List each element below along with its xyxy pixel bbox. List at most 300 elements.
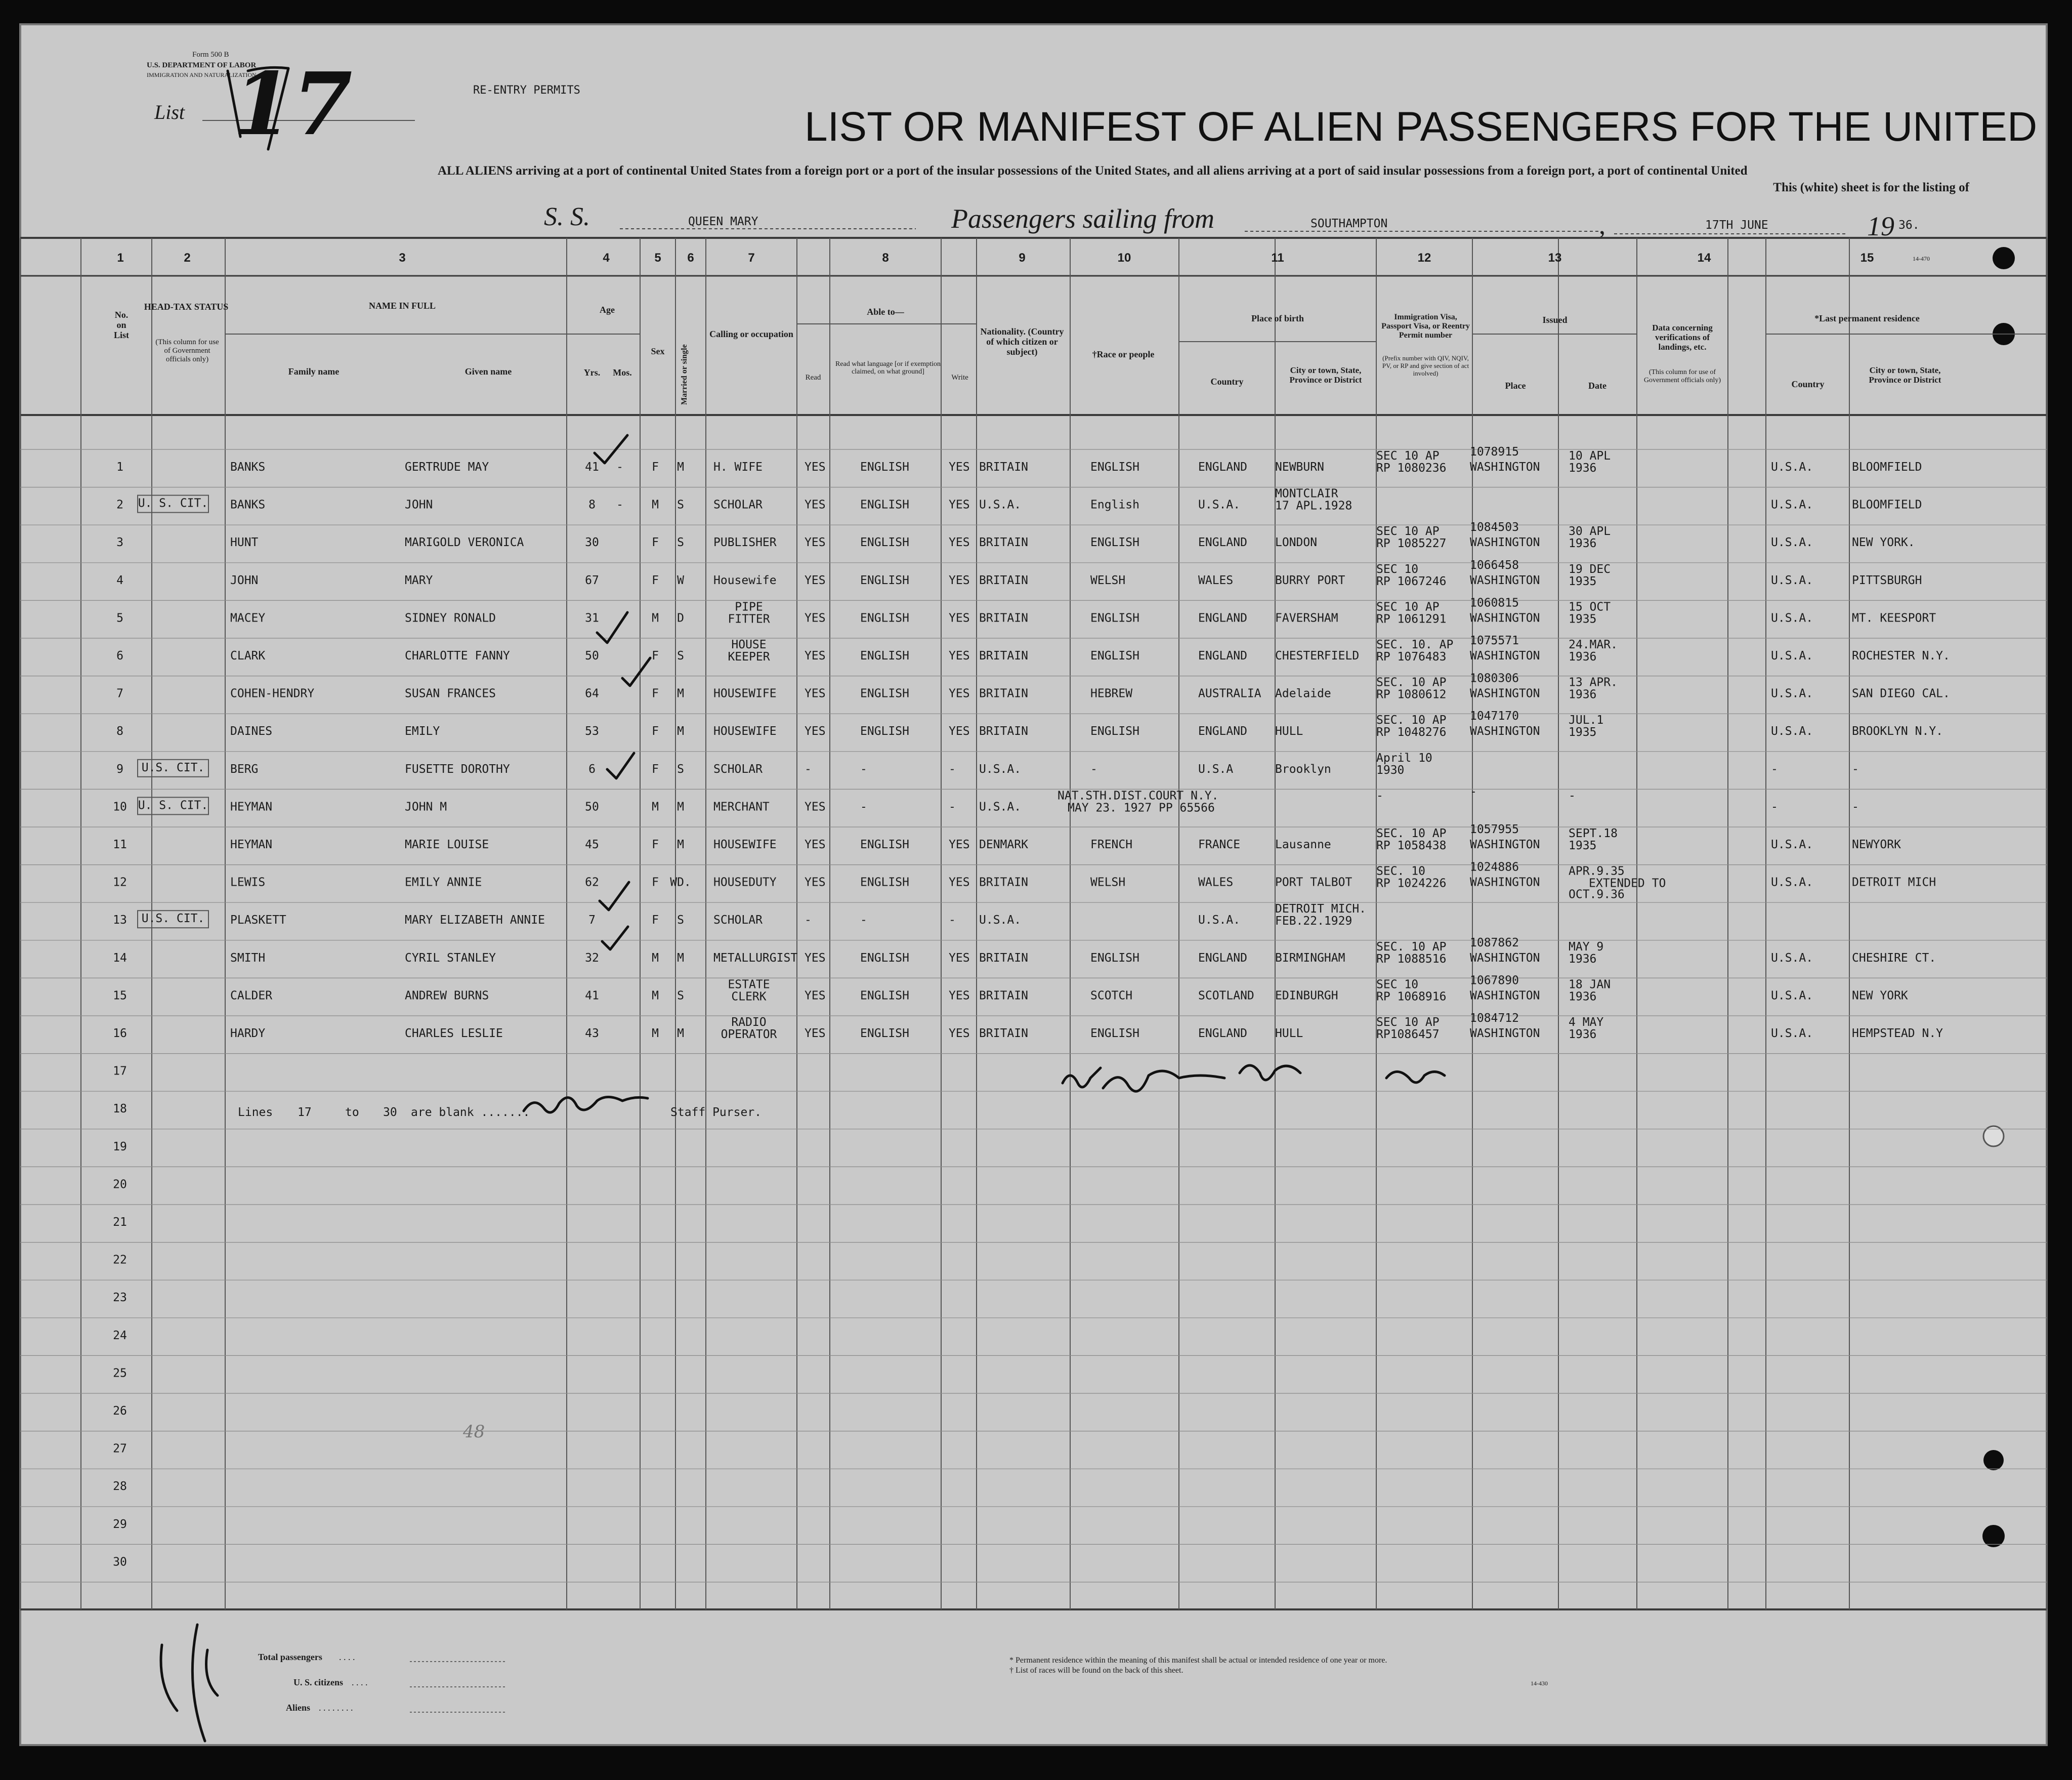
column-number: 5: [654, 251, 661, 265]
header-res-country: Country: [1791, 379, 1825, 389]
age-years: 8: [588, 498, 596, 512]
residence-city: MT. KEESPORT: [1852, 611, 1936, 625]
row-number: 4: [116, 573, 123, 587]
can-read: YES: [805, 725, 826, 738]
permit-number: 1084712: [1470, 1012, 1519, 1025]
given-name: MARY ELIZABETH ANNIE: [405, 914, 545, 927]
occupation: PUBLISHER: [713, 536, 777, 550]
race-or-people: ENGLISH: [1090, 649, 1139, 663]
nationality: U.S.A.: [979, 762, 1022, 776]
age-months: -: [616, 461, 623, 474]
birth-city: DETROIT MICH.: [1275, 902, 1367, 916]
column-number: 1: [117, 251, 124, 265]
departure-port: SOUTHAMPTON: [1310, 217, 1388, 230]
sailing-date: 17TH JUNE: [1705, 219, 1768, 232]
race-or-people: FRENCH: [1090, 838, 1133, 851]
residence-city: NEW YORK: [1852, 989, 1908, 1003]
visa-section: SEC 10 AP: [1376, 1016, 1440, 1029]
given-name: CYRIL STANLEY: [405, 951, 496, 965]
row-number: 23: [113, 1291, 127, 1305]
issued-year: 1936: [1569, 537, 1597, 551]
binder-hole: [1993, 247, 2015, 269]
can-write: YES: [949, 725, 970, 738]
family-name: COHEN-HENDRY: [230, 687, 315, 700]
visa-section: SEC 10 AP: [1376, 525, 1440, 539]
sex: M: [652, 800, 659, 814]
read-language: ENGLISH: [860, 951, 909, 965]
nationality: U.S.A.: [979, 800, 1022, 814]
svg-text:. . . .: . . . .: [352, 1677, 368, 1687]
family-name: BANKS: [230, 461, 266, 474]
given-name: SUSAN FRANCES: [405, 687, 496, 700]
header-able-to: Able to—: [867, 307, 904, 317]
header-visa-note: (Prefix number with QIV, NQIV, PV, or RP and give section of act involved): [1382, 354, 1469, 377]
column-number: 8: [882, 251, 889, 265]
column-number: 4: [603, 251, 610, 265]
column-number: 15: [1860, 251, 1874, 265]
birth-city: BURRY PORT: [1275, 573, 1345, 587]
can-read: YES: [805, 1027, 826, 1040]
marital-status: M: [677, 687, 684, 700]
sex: F: [652, 725, 659, 738]
visa-section: SEC. 10. AP: [1376, 638, 1454, 651]
visa-section: SEC 10 AP: [1376, 600, 1440, 614]
column-number: 12: [1417, 251, 1431, 265]
can-write: YES: [949, 461, 970, 474]
issued-date: 24.MAR.: [1569, 638, 1618, 651]
permit-number: 1084503: [1470, 521, 1519, 534]
ship-name: QUEEN MARY: [688, 215, 758, 228]
column-number: 9: [1019, 251, 1026, 265]
can-read: YES: [805, 498, 826, 512]
issued-year: 1935: [1569, 612, 1597, 626]
birth-country: ENGLAND: [1198, 461, 1247, 474]
head-tax-status: U.S. CIT.: [141, 761, 205, 774]
read-language: ENGLISH: [860, 687, 909, 700]
age-years: 41: [585, 461, 599, 474]
issued-date: MAY 9: [1569, 940, 1604, 954]
birth-city: LONDON: [1275, 536, 1318, 550]
occupation: HOUSEDUTY: [713, 876, 777, 889]
visa-number: RP1086457: [1376, 1028, 1440, 1041]
sex: F: [652, 762, 659, 776]
subtitle-line1: ALL ALIENS arriving at a port of continental United States from a foreign port or a port of the insular possessions of the United States, and all aliens arriving at a port of said insular possessions from a foreign port, a port of continental United: [438, 164, 1748, 178]
issued-place: WASHINGTON: [1470, 1027, 1540, 1040]
header-calling: Calling or occupation: [709, 329, 793, 339]
issued-date: 15 OCT: [1569, 600, 1611, 614]
issued-year: 1935: [1569, 726, 1597, 739]
list-label: List: [154, 101, 185, 123]
nationality: BRITAIN: [979, 1027, 1028, 1040]
row-number: 6: [116, 649, 123, 663]
marital-status: S: [677, 914, 684, 927]
ss-label: S. S.: [544, 202, 590, 231]
permit-number: 1066458: [1470, 558, 1519, 572]
row-number: 24: [113, 1329, 127, 1342]
family-name: DAINES: [230, 725, 273, 738]
can-write: YES: [949, 536, 970, 550]
nationality: BRITAIN: [979, 461, 1028, 474]
row-number: 12: [113, 876, 127, 889]
can-read: YES: [805, 951, 826, 965]
read-language: -: [860, 914, 867, 927]
can-read: -: [805, 762, 812, 776]
header-place-of-birth: Place of birth: [1251, 313, 1304, 323]
given-name: GERTRUDE MAY: [405, 461, 489, 474]
given-name: CHARLES LESLIE: [405, 1027, 503, 1040]
occupation-line2: OPERATOR: [721, 1028, 777, 1041]
issued-place: WASHINGTON: [1470, 536, 1540, 550]
read-language: ENGLISH: [860, 611, 909, 625]
occupation: HOUSE: [731, 638, 767, 651]
birth-city: Lausanne: [1275, 838, 1331, 851]
issued-year: 1936: [1569, 1028, 1597, 1041]
header-issued: Issued: [1542, 315, 1568, 325]
subtitle-line2: This (white) sheet is for the listing of: [1773, 181, 1969, 194]
residence-city: BLOOMFIELD: [1852, 461, 1922, 474]
can-read: YES: [805, 573, 826, 587]
issued-extended: EXTENDED TO: [1589, 877, 1666, 890]
residence-country: U.S.A.: [1771, 951, 1813, 965]
head-tax-status: U.S. CIT.: [141, 912, 205, 926]
marital-status: S: [677, 989, 684, 1003]
can-read: YES: [805, 876, 826, 889]
race-or-people: ENGLISH: [1090, 951, 1139, 965]
issued-place: WASHINGTON: [1470, 649, 1540, 663]
svg-text:. . . . . . . .: . . . . . . . .: [319, 1703, 353, 1713]
residence-country: U.S.A.: [1771, 611, 1813, 625]
given-name: CHARLOTTE FANNY: [405, 649, 510, 663]
row-number: 2: [116, 498, 123, 512]
visa-section: SEC. 10 AP: [1376, 676, 1447, 689]
header-write: Write: [951, 374, 968, 382]
visa-number: RP 1024226: [1376, 877, 1447, 890]
birth-country: U.S.A: [1198, 762, 1234, 776]
header-race: †Race or people: [1092, 349, 1155, 359]
residence-country: U.S.A.: [1771, 649, 1813, 663]
footer-total-passengers: Total passengers: [258, 1652, 322, 1662]
row-number: 17: [113, 1064, 127, 1078]
footer-aliens: Aliens: [286, 1703, 311, 1713]
row-number: 28: [113, 1480, 127, 1494]
can-read: YES: [805, 800, 826, 814]
header-landing-note: (This column for use of Government officials only): [1643, 368, 1721, 384]
sailing-label: Passengers sailing from: [951, 203, 1215, 234]
birth-city: HULL: [1275, 1027, 1303, 1040]
paper: [20, 24, 2047, 1745]
visa-number: RP 1058438: [1376, 839, 1447, 852]
race-or-people: ENGLISH: [1090, 725, 1139, 738]
nationality: U.S.A.: [979, 914, 1022, 927]
read-language: ENGLISH: [860, 649, 909, 663]
form-code: 14-470: [1913, 255, 1930, 262]
issued-year: 1936: [1569, 688, 1597, 701]
residence-city: NEWYORK: [1852, 838, 1901, 851]
marital-status: W: [677, 573, 684, 587]
visa-section: -: [1376, 789, 1383, 803]
race-or-people: ENGLISH: [1090, 536, 1139, 550]
occupation: HOUSEWIFE: [713, 838, 777, 851]
issued-date: 19 DEC: [1569, 562, 1611, 576]
visa-section: SEC. 10: [1376, 864, 1425, 878]
age-years: 64: [585, 687, 599, 700]
residence-country: U.S.A.: [1771, 461, 1813, 474]
visa-section: SEC 10: [1376, 978, 1419, 991]
can-write: YES: [949, 687, 970, 700]
issued-place: WASHINGTON: [1470, 573, 1540, 587]
visa-number: RP 1048276: [1376, 726, 1447, 739]
visa-section: SEC 10 AP: [1376, 449, 1440, 463]
issued-place: WASHINGTON: [1470, 989, 1540, 1003]
read-language: ENGLISH: [860, 1027, 909, 1040]
marital-status: M: [677, 951, 684, 965]
read-language: ENGLISH: [860, 536, 909, 550]
issued-date: 18 JAN: [1569, 978, 1611, 991]
read-language: ENGLISH: [860, 838, 909, 851]
read-language: ENGLISH: [860, 989, 909, 1003]
birth-date-line2: 17 APL.1928: [1275, 499, 1352, 513]
issued-place: WASHINGTON: [1470, 461, 1540, 474]
sex: F: [652, 876, 659, 889]
header-age: Age: [600, 305, 615, 315]
residence-country: -: [1771, 762, 1778, 776]
header-nationality: Nationality. (Country of which citizen or subject): [980, 326, 1064, 357]
residence-city: ROCHESTER N.Y.: [1852, 649, 1950, 663]
issued-date: 10 APL: [1569, 449, 1611, 463]
staff-purser-label: Staff Purser.: [670, 1106, 762, 1119]
header-date: Date: [1588, 381, 1606, 391]
age-years: 53: [585, 725, 599, 738]
residence-city: NEW YORK.: [1852, 536, 1915, 550]
binder-hole: [1982, 1525, 2005, 1547]
page-title: LIST OR MANIFEST OF ALIEN PASSENGERS FOR THE UNITED: [805, 104, 2038, 150]
residence-country: U.S.A.: [1771, 725, 1813, 738]
family-name: HEYMAN: [230, 800, 273, 814]
issued-year: 1936: [1569, 990, 1597, 1004]
sex: M: [652, 989, 659, 1003]
row-number: 5: [116, 611, 123, 625]
header-sex: Sex: [651, 346, 665, 356]
row-number: 11: [113, 838, 127, 851]
residence-country: -: [1771, 800, 1778, 814]
visa-section: SEC. 10 AP: [1376, 714, 1447, 727]
birth-country: ENGLAND: [1198, 536, 1247, 550]
age-years: 43: [585, 1027, 599, 1040]
row-number: 13: [113, 914, 127, 927]
column-number: 10: [1117, 251, 1131, 265]
age-years: 41: [585, 989, 599, 1003]
blank-note-are-blank: are blank .......: [411, 1106, 530, 1119]
column-number: 11: [1271, 251, 1284, 265]
age-years: 32: [585, 951, 599, 965]
can-read: YES: [805, 989, 826, 1003]
read-language: -: [860, 762, 867, 776]
issued-date: 30 APL: [1569, 525, 1611, 539]
svg-text:. . . .: . . . .: [339, 1652, 355, 1662]
visa-number: 1930: [1376, 763, 1405, 777]
can-write: YES: [949, 649, 970, 663]
can-read: -: [805, 914, 812, 927]
list-number-handwritten: 17: [233, 54, 353, 155]
can-read: YES: [805, 536, 826, 550]
occupation: SCHOLAR: [713, 498, 763, 512]
can-write: -: [949, 762, 956, 776]
column-number: 2: [184, 251, 191, 265]
header-read: Read: [805, 374, 821, 382]
age-years: 67: [585, 573, 599, 587]
marital-status: M: [677, 725, 684, 738]
race-or-people: ENGLISH: [1090, 1027, 1139, 1040]
permit-number: 1047170: [1470, 710, 1519, 723]
can-read: YES: [805, 649, 826, 663]
race-or-people: HEBREW: [1090, 687, 1133, 700]
row-number: 8: [116, 725, 123, 738]
read-language: -: [860, 800, 867, 814]
header-last-residence: *Last permanent residence: [1814, 313, 1920, 323]
can-write: YES: [949, 876, 970, 889]
permit-number: -: [1470, 785, 1477, 799]
given-name: MARIGOLD VERONICA: [405, 536, 524, 550]
residence-city: PITTSBURGH: [1852, 573, 1922, 587]
header-birth-city: City or town, State, Province or District: [1289, 365, 1362, 385]
birth-country: U.S.A.: [1198, 914, 1241, 927]
row-number: 27: [113, 1442, 127, 1456]
birth-city: NEWBURN: [1275, 461, 1324, 474]
occupation: PIPE: [735, 600, 763, 614]
can-read: YES: [805, 611, 826, 625]
given-name: MARY: [405, 573, 433, 587]
birth-city: Adelaide: [1275, 687, 1331, 700]
age-months: -: [616, 498, 623, 512]
nationality: BRITAIN: [979, 573, 1028, 587]
residence-country: U.S.A.: [1771, 536, 1813, 550]
permit-number: 1075571: [1470, 634, 1519, 647]
family-name: PLASKETT: [230, 914, 286, 927]
header-family-name: Family name: [288, 366, 340, 377]
issued-place: WASHINGTON: [1470, 725, 1540, 738]
issued-date: 4 MAY: [1569, 1016, 1604, 1029]
given-name: SIDNEY RONALD: [405, 611, 496, 625]
page-number-mark: 48: [463, 1422, 485, 1442]
occupation: SCHOLAR: [713, 762, 763, 776]
birth-country: WALES: [1198, 876, 1234, 889]
residence-city: HEMPSTEAD N.Y: [1852, 1027, 1943, 1040]
age-years: 45: [585, 838, 599, 851]
row-number: 21: [113, 1216, 127, 1229]
nationality: BRITAIN: [979, 876, 1028, 889]
nationality: BRITAIN: [979, 611, 1028, 625]
issued-year: 1936: [1569, 650, 1597, 664]
form-number: Form 500 B: [192, 51, 229, 59]
svg-text:,: ,: [1599, 211, 1605, 240]
can-write: -: [949, 914, 956, 927]
row-number: 18: [113, 1102, 127, 1116]
permit-number: 1067890: [1470, 974, 1519, 987]
occupation: HOUSEWIFE: [713, 687, 777, 700]
marital-status: M: [677, 838, 684, 851]
row-number: 30: [113, 1555, 127, 1569]
issued-place: WASHINGTON: [1470, 687, 1540, 700]
visa-section: April 10: [1376, 751, 1432, 765]
residence-city: DETROIT MICH: [1852, 876, 1936, 889]
marital-status: WD.: [670, 876, 691, 889]
birth-city: HULL: [1275, 725, 1303, 738]
department-label: U.S. DEPARTMENT OF LABOR: [147, 61, 257, 69]
can-write: YES: [949, 989, 970, 1003]
marital-status: M: [677, 800, 684, 814]
head-tax-status: U. S. CIT.: [138, 799, 208, 812]
row-number: 20: [113, 1178, 127, 1191]
marital-status: S: [677, 762, 684, 776]
permit-number: 1087862: [1470, 936, 1519, 949]
residence-country: U.S.A.: [1771, 989, 1813, 1003]
birth-country: SCOTLAND: [1198, 989, 1254, 1003]
family-name: HUNT: [230, 536, 259, 550]
family-name: CLARK: [230, 649, 266, 663]
row-number: 1: [116, 461, 123, 474]
header-mos: Mos.: [613, 367, 632, 378]
read-language: ENGLISH: [860, 461, 909, 474]
row-number: 16: [113, 1027, 127, 1040]
marital-status: S: [677, 649, 684, 663]
occupation: RADIO: [731, 1016, 767, 1029]
birth-country: U.S.A.: [1198, 498, 1241, 512]
can-write: YES: [949, 838, 970, 851]
occupation-line2: FITTER: [728, 612, 770, 626]
visa-number: RP 1080236: [1376, 462, 1447, 475]
occupation-line2: KEEPER: [728, 650, 770, 664]
header-res-city: City or town, State, Province or District: [1869, 365, 1941, 385]
blank-note-to-word: to: [345, 1106, 359, 1119]
naturalization-line2: MAY 23. 1927 PP 65566: [1068, 801, 1215, 815]
year-prefix: 19: [1867, 211, 1894, 241]
can-write: YES: [949, 573, 970, 587]
header-given-name: Given name: [464, 366, 512, 377]
row-number: 22: [113, 1253, 127, 1267]
marital-status: S: [677, 498, 684, 512]
marital-status: M: [677, 461, 684, 474]
can-write: YES: [949, 1027, 970, 1040]
residence-country: U.S.A.: [1771, 573, 1813, 587]
age-years: 50: [585, 649, 599, 663]
binder-hole: [1983, 1450, 2004, 1470]
footer-note-races: † List of races will be found on the back of this sheet.: [1009, 1666, 1183, 1675]
footer-us-citizens: U. S. citizens: [293, 1677, 343, 1687]
birth-date-line2: FEB.22.1929: [1275, 915, 1352, 928]
service-label: IMMIGRATION AND NATURALIZATION: [147, 71, 257, 78]
footer-form-code: 14-430: [1531, 1680, 1548, 1687]
issued-place: WASHINGTON: [1470, 838, 1540, 851]
row-number: 26: [113, 1404, 127, 1418]
nationality: BRITAIN: [979, 687, 1028, 700]
visa-number: RP 1061291: [1376, 612, 1447, 626]
visa-number: RP 1068916: [1376, 990, 1447, 1004]
birth-country: ENGLAND: [1198, 725, 1247, 738]
row-number: 7: [116, 687, 123, 700]
can-read: YES: [805, 838, 826, 851]
issued-date: 13 APR.: [1569, 676, 1618, 689]
family-name: LEWIS: [230, 876, 266, 889]
header-married: Married or single: [680, 344, 689, 405]
row-number: 3: [116, 536, 123, 550]
sex: F: [652, 461, 659, 474]
blank-note-from: 17: [298, 1106, 312, 1119]
issued-year: 1935: [1569, 574, 1597, 588]
residence-country: U.S.A.: [1771, 876, 1813, 889]
race-or-people: WELSH: [1090, 876, 1126, 889]
year-suffix: 36.: [1898, 219, 1920, 232]
header-no: No. on List: [113, 310, 130, 340]
